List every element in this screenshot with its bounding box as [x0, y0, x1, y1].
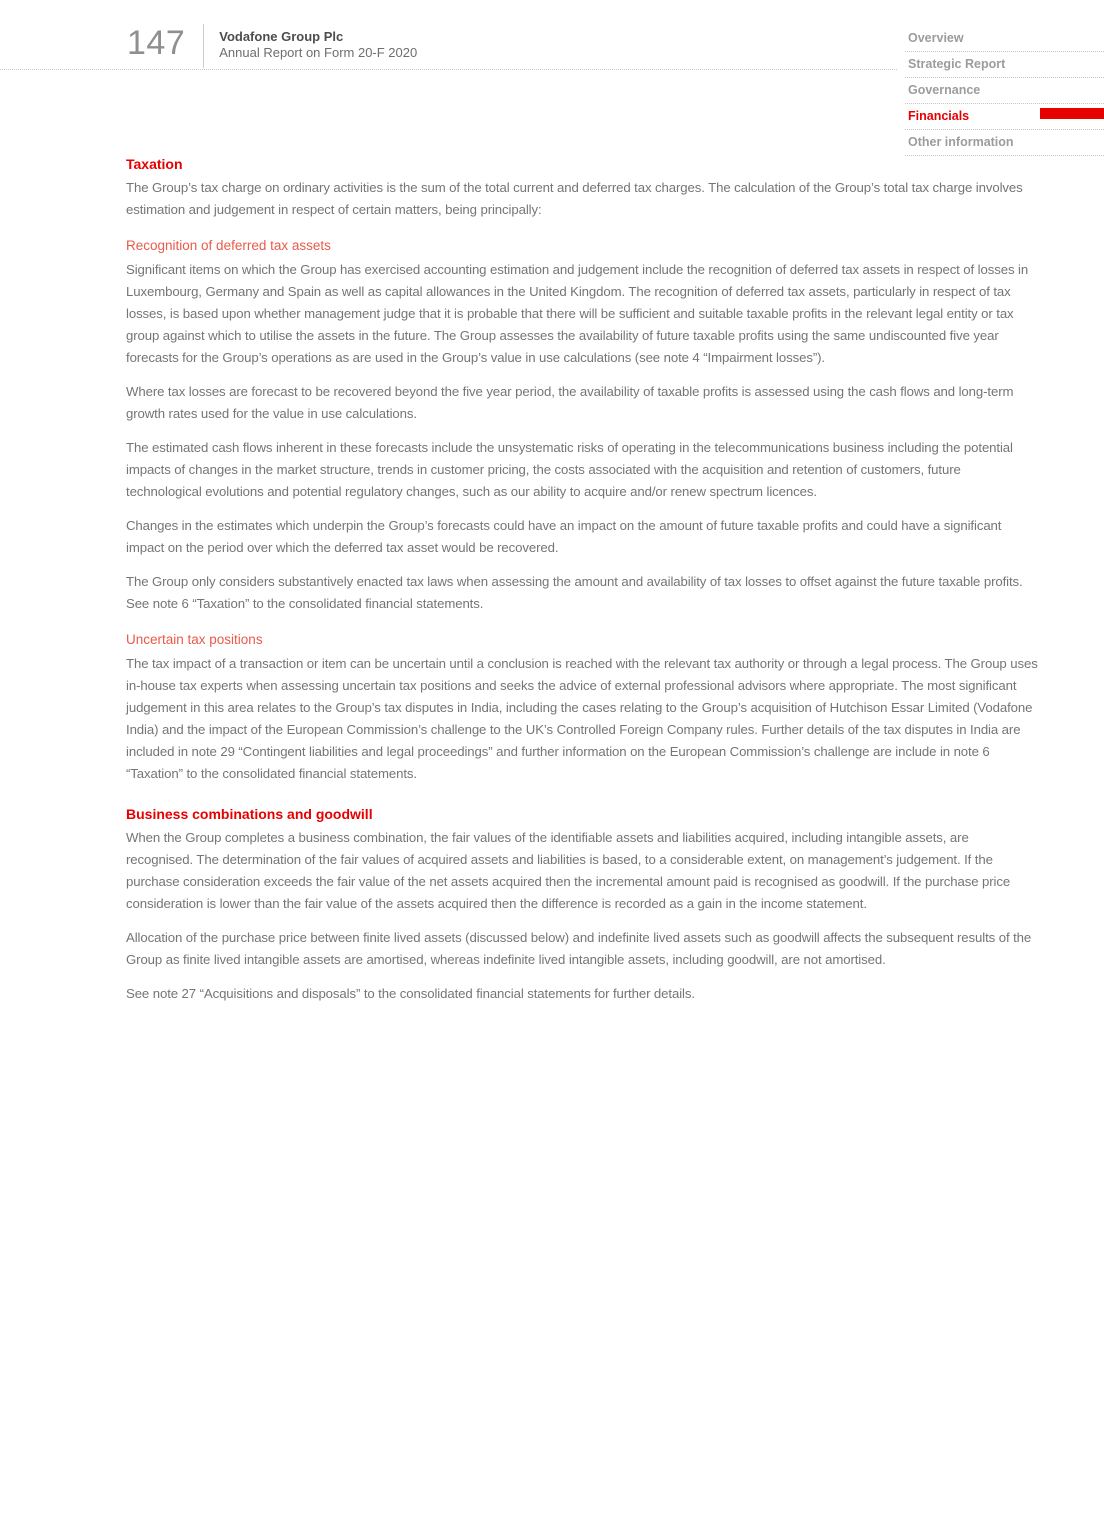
paragraph: The tax impact of a transaction or item can be uncertain until a conclusion is reached with the relevant tax authority or through a legal process. The Group uses in-house tax experts when assessing uncertain tax positions and seeks the advice of external professional advisors where appropriate. The most significant judgement in this area relates to the Group’s tax disputes in India, including the cases relating to the Group’s acquisition of Hutchison Essar Limited (Vodafone India) and the impact of the European Commission’s challenge to the UK’s Controlled Foreign Company rules. Further details of the tax disputes in India are included in note 29 “Contingent liabilities and legal proceedings” and further information on the European Commission’s challenge are include in note 6 “Taxation” to the consolidated financial statements. [126, 656, 1038, 781]
company-name: Vodafone Group Plc [219, 29, 344, 44]
nav-item-other-information[interactable] [905, 130, 1104, 156]
section-business-combinations [126, 805, 1038, 1005]
paragraph: Allocation of the purchase price between finite lived assets (discussed below) and indefinite lived assets such as goodwill affects the subsequent results of the Group as finite lived intangible assets are amortised, whereas indefinite lived intangible assets, including goodwill, are not amortised. [126, 930, 1032, 967]
paragraph: Where tax losses are forecast to be recovered beyond the five year period, the availability of taxable profits is assessed using the cash flows and long-term growth rates used for the value in use calculations. [126, 384, 1014, 421]
nav-item-governance[interactable] [905, 78, 1104, 104]
nav-item-financials[interactable] [905, 104, 1104, 130]
nav-item-label: Overview [908, 31, 964, 45]
section-heading-taxation: Taxation [126, 156, 183, 172]
page-content [126, 155, 1038, 1021]
page-header [127, 24, 417, 68]
nav-item-overview[interactable] [905, 26, 1104, 52]
paragraph: Changes in the estimates which underpin the Group’s forecasts could have an impact on the amount of future taxable profits and could have a significant impact on the period over which the deferred tax asset would be recovered. [126, 518, 1002, 555]
paragraph: When the Group completes a business combination, the fair values of the identifiable assets and liabilities acquired, including intangible assets, are recognised. The determination of the fair values of acquired assets and liabilities is based, to a considerable extent, on management’s judgement. If the purchase consideration exceeds the fair value of the net assets acquired then the incremental amount paid is recognised as goodwill. If the purchase price consideration is lower than the fair value of the assets acquired then the difference is recorded as a gain in the income statement. [126, 830, 1011, 911]
paragraph: Significant items on which the Group has exercised accounting estimation and judgement include the recognition of deferred tax assets in respect of losses in Luxembourg, Germany and Spain as well as capital allowances in the United Kingdom. The recognition of deferred tax assets, particularly in respect of tax losses, is based upon whether management judge that it is probable that there will be sufficient and suitable taxable profits in the relevant legal entity or tax group against which to utilise the assets in the future. The Group assesses the availability of future taxable profits using the same undiscounted five year forecasts for the Group’s operations as are used in the Group’s value in use calculations (see note 4 “Impairment losses”). [126, 262, 1029, 365]
paragraph: The Group only considers substantively enacted tax laws when assessing the amount and availability of tax losses to offset against the future taxable profits. See note 6 “Taxation” to the consolidated financial statements. [126, 574, 1023, 611]
section-taxation [126, 155, 1038, 221]
financials-active-bar [1040, 108, 1104, 119]
nav-item-label: Strategic Report [908, 57, 1006, 71]
section-nav [905, 26, 1104, 156]
header-titles [219, 24, 417, 61]
nav-item-strategic-report[interactable] [905, 52, 1104, 78]
nav-item-label: Financials [908, 109, 970, 123]
header-divider [203, 24, 204, 68]
paragraph: See note 27 “Acquisitions and disposals” to the consolidated financial statements for further details. [126, 986, 695, 1001]
report-title: Annual Report on Form 20-F 2020 [219, 45, 418, 60]
nav-item-label: Other information [908, 135, 1014, 149]
nav-item-label: Governance [908, 83, 981, 97]
section-uncertain-tax-positions [126, 631, 1038, 785]
section-heading-recognition: Recognition of deferred tax assets [126, 238, 331, 253]
section-heading-business-combinations: Business combinations and goodwill [126, 806, 373, 822]
header-rule [0, 69, 897, 70]
paragraph: The Group’s tax charge on ordinary activities is the sum of the total current and deferred tax charges. The calculation of the Group’s total tax charge involves estimation and judgement in respect of certain matters, being principally: [126, 180, 1023, 217]
section-heading-uncertain-tax: Uncertain tax positions [126, 632, 263, 647]
paragraph: The estimated cash flows inherent in these forecasts include the unsystematic risks of operating in the telecommunications business including the potential impacts of changes in the market structure, trends in customer pricing, the costs associated with the acquisition and retention of customers, future technological evolutions and potential regulatory changes, such as our ability to acquire and/or renew spectrum licences. [126, 440, 1013, 499]
section-recognition-deferred-tax-assets [126, 237, 1038, 615]
page-number: 147 [127, 24, 186, 62]
